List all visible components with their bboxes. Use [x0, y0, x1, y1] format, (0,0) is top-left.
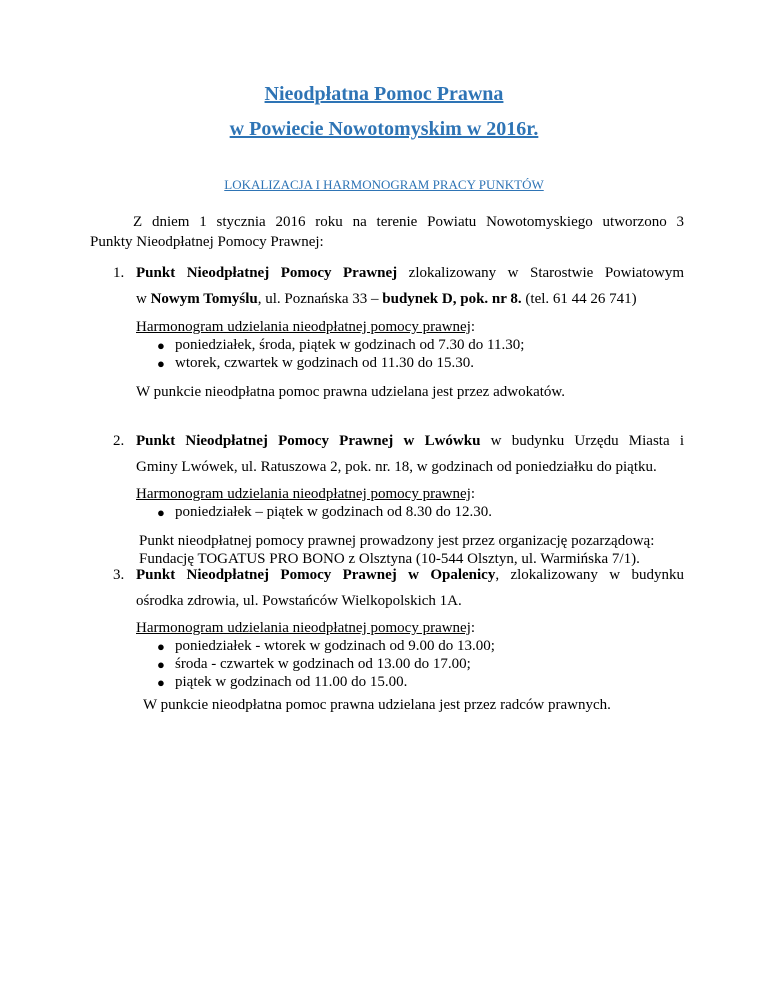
point-1-harmonogram-colon: :	[470, 319, 476, 335]
intro-line1: Z dniem 1 stycznia 2016 roku na terenie Powiatu Nowotomyskiego utworzono 3	[133, 214, 684, 230]
point-1-room: budynek D, pok. nr 8.	[382, 291, 522, 307]
point-2-line1-rest: w budynku Urzędu Miasta i	[480, 433, 684, 449]
point-1-schedule-1: poniedziałek, środa, piątek w godzinach od 7.30 do 11.30;	[175, 337, 525, 353]
point-1-address: , ul. Poznańska 33 –	[257, 291, 383, 307]
point-2-name: Punkt Nieodpłatnej Pomocy Prawnej w Lwówku	[136, 433, 481, 449]
point-3-harmonogram	[136, 620, 684, 637]
point-3-harmonogram-label: Harmonogram udzielania nieodpłatnej pomocy prawnej	[136, 620, 471, 636]
page-title-line1: Nieodpłatna Pomoc Prawna	[264, 83, 504, 105]
point-1-note: W punkcie nieodpłatna pomoc prawna udzielana jest przez adwokatów.	[136, 384, 566, 400]
bullet-icon: ●	[157, 675, 165, 690]
point-3-number: 3.	[113, 567, 125, 583]
bullet-icon: ●	[157, 338, 165, 353]
point-3-schedule-1: poniedziałek - wtorek w godzinach od 9.00 do 13.00;	[175, 638, 495, 654]
point-1-city: Nowym Tomyślu	[150, 291, 258, 307]
point-2-harmonogram-label: Harmonogram udzielania nieodpłatnej pomocy prawnej	[136, 486, 471, 502]
point-2-number: 2.	[113, 433, 125, 449]
point-1-line2	[136, 291, 684, 308]
point-1-name: Punkt Nieodpłatnej Pomocy Prawnej	[136, 265, 398, 281]
point-1-harmonogram-label: Harmonogram udzielania nieodpłatnej pomocy prawnej	[136, 319, 471, 335]
point-2-line2: Gminy Lwówek, ul. Ratuszowa 2, pok. nr. 18, w godzinach od poniedziałku do piątku.	[136, 459, 657, 475]
point-2-note-line2: Fundację TOGATUS PRO BONO z Olsztyna (10-544 Olsztyn, ul. Warmińska 7/1).	[139, 551, 640, 567]
bullet-icon: ●	[157, 505, 165, 520]
point-2-harmonogram-colon: :	[470, 486, 476, 502]
point-3-note: W punkcie nieodpłatna pomoc prawna udzielana jest przez radców prawnych.	[143, 697, 611, 713]
point-1-number: 1.	[113, 265, 125, 281]
point-1-phone: (tel. 61 44 26 741)	[521, 291, 637, 307]
point-2-schedule-1: poniedziałek – piątek w godzinach od 8.30 do 12.30.	[175, 504, 493, 520]
point-3-schedule-2: środa - czwartek w godzinach od 13.00 do 17.00;	[175, 656, 471, 672]
section-subtitle: LOKALIZACJA I HARMONOGRAM PRACY PUNKTÓW	[224, 177, 544, 192]
point-3-line1-rest: , zlokalizowany w budynku	[495, 567, 684, 583]
point-3-line1	[136, 567, 684, 584]
point-1-schedule-2: wtorek, czwartek w godzinach od 11.30 do 15.30.	[175, 355, 474, 371]
point-1-line1	[136, 265, 684, 282]
point-3-schedule-3: piątek w godzinach od 11.00 do 15.00.	[175, 674, 408, 690]
bullet-icon: ●	[157, 639, 165, 654]
bullet-icon: ●	[157, 356, 165, 371]
point-1-line1-rest: zlokalizowany w Starostwie Powiatowym	[397, 265, 684, 281]
point-1-line2-a: w	[136, 291, 151, 307]
point-1-harmonogram	[136, 319, 684, 336]
point-2-note-line1: Punkt nieodpłatnej pomocy prawnej prowadzony jest przez organizację pozarządową:	[139, 533, 655, 549]
point-3-harmonogram-colon: :	[470, 620, 476, 636]
point-2-line1	[136, 433, 684, 450]
bullet-icon: ●	[157, 657, 165, 672]
page-title-line2: w Powiecie Nowotomyskim w 2016r.	[229, 118, 539, 140]
point-3-line2: ośrodka zdrowia, ul. Powstańców Wielkopolskich 1A.	[136, 593, 462, 609]
intro-line2: Punkty Nieodpłatnej Pomocy Prawnej:	[90, 234, 324, 250]
point-2-harmonogram	[136, 486, 684, 503]
point-3-name: Punkt Nieodpłatnej Pomocy Prawnej w Opalenicy	[136, 567, 496, 583]
